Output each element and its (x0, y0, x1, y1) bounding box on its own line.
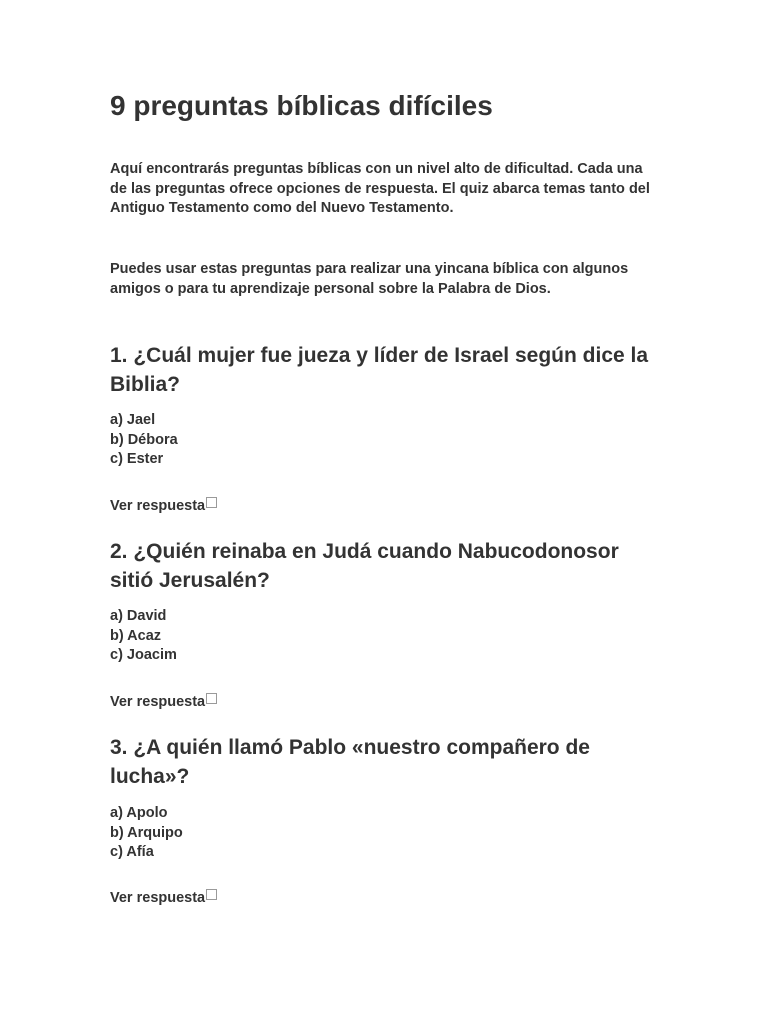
reveal-answer-label: Ver respuesta (110, 498, 206, 514)
question-2-reveal-answer[interactable] (110, 693, 217, 712)
question-1-options (110, 411, 178, 470)
reveal-answer-label: Ver respuesta (110, 694, 206, 710)
question-3-option-b: b) Arquipo (110, 824, 183, 841)
question-2-option-a: a) David (110, 608, 167, 624)
question-3-options (110, 804, 183, 863)
question-1-title: 1. ¿Cuál mujer fue jueza y líder de Israel según dice la Biblia? (110, 344, 649, 396)
question-2-title: 2. ¿Quién reinaba en Judá cuando Nabucodonosor sitió Jerusalén? (110, 540, 619, 592)
page-title: 9 preguntas bíblicas difíciles (110, 90, 493, 121)
question-2-options (110, 607, 177, 666)
question-1-reveal-answer[interactable] (110, 497, 217, 516)
question-2-option-c: c) Joacim (110, 647, 177, 664)
question-2-option-b: b) Acaz (110, 627, 162, 644)
question-3-reveal-answer[interactable] (110, 889, 217, 908)
checkbox-icon[interactable] (206, 693, 217, 704)
checkbox-icon[interactable] (206, 889, 217, 900)
question-1-option-a: a) Jael (110, 412, 156, 428)
intro-paragraph-1: Aquí encontrarás preguntas bíblicas con un nivel alto de dificultad. Cada una de las preguntas ofrece opciones de respuesta. El quiz abarca temas tanto del Antiguo Testamento como del Nuevo Testamento. (110, 161, 650, 216)
question-1-option-c: c) Ester (110, 451, 164, 468)
reveal-answer-label: Ver respuesta (110, 890, 206, 906)
question-3-title: 3. ¿A quién llamó Pablo «nuestro compañero de lucha»? (110, 736, 590, 788)
question-3-option-a: a) Apolo (110, 805, 168, 821)
intro-paragraph-2: Puedes usar estas preguntas para realizar una yincana bíblica con algunos amigos o para tu aprendizaje personal sobre la Palabra de Dios. (110, 261, 629, 297)
question-1-option-b: b) Débora (110, 431, 178, 448)
checkbox-icon[interactable] (206, 497, 217, 508)
question-3-option-c: c) Afía (110, 844, 154, 861)
